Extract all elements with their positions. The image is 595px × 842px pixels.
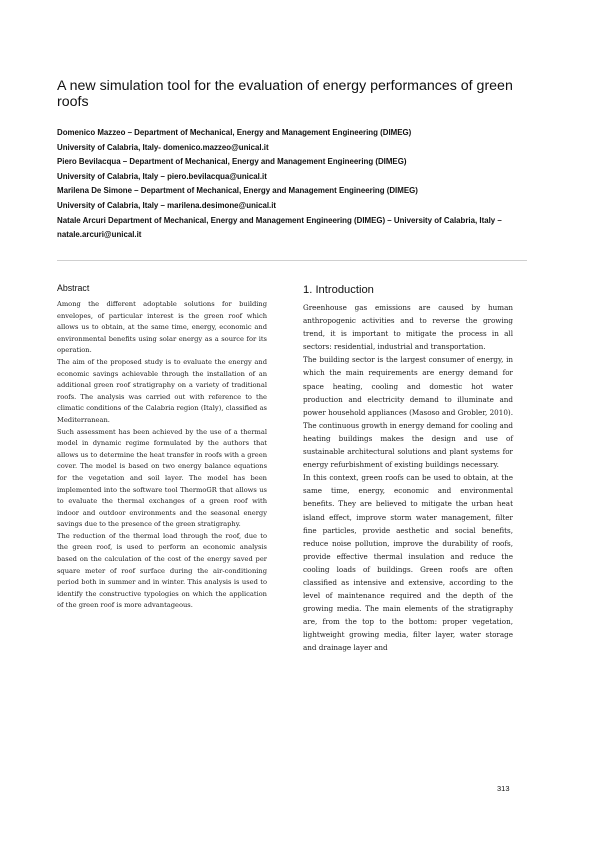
section-divider	[57, 260, 527, 261]
author-line: Domenico Mazzeo – Department of Mechanical, Energy and Management Engineering (DIMEG)	[57, 128, 412, 137]
abstract-paragraph: Among the different adoptable solutions for building envelopes, of particular interest is the green roof which allows us to obtain, at the same time, energy, economic and environmental benefits using solar energy as a source for its operation.	[57, 300, 267, 355]
introduction-paragraph: Greenhouse gas emissions are caused by human anthropogenic activities and to reverse the growing trend, it is important to mitigate the process in all sectors: residential, industrial and transportation.	[303, 303, 513, 352]
introduction-section	[303, 283, 513, 655]
page-number: 313	[497, 784, 510, 793]
author-line: Piero Bevilacqua – Department of Mechanical, Energy and Management Engineering (DIMEG)	[57, 157, 407, 167]
author-line: Natale Arcuri Department of Mechanical, Energy and Management Engineering (DIMEG) – University of Calabria, Italy – natale.arcuri@unical.it	[57, 215, 502, 240]
abstract-paragraph: The aim of the proposed study is to evaluate the energy and economic savings achievable through the installation of an additional green roof stratigraphy on a variety of traditional roofs. The analysis was carried out with reference to the climatic conditions of the Calabria region (Italy), classified as Mediterranean.	[57, 357, 267, 424]
abstract-paragraph: Such assessment has been achieved by the use of a thermal model in dynamic regime formulated by the authors that allows us to determine the heat transfer in roofs with a green cover. The model is based on two energy balance equations for the vegetation and soil layer. The model has been implemented into the software tool ThermoGR that allows us to evaluate the thermal exchanges of a green roof with indoor and outdoor environments and the seasonal energy savings due to the presence of the green stratigraphy.	[57, 427, 267, 529]
abstract-paragraph: The reduction of the thermal load through the roof, due to the green roof, is used to perform an economic analysis based on the calculation of the cost of the energy saved per square meter of roof surface during the air-conditioning period both in summer and in winter. This analysis is used to identify the constructive typologies on which the application of the green roof is more advantageous.	[57, 531, 267, 610]
author-line: Marilena De Simone – Department of Mechanical, Energy and Management Engineering (DIMEG)	[57, 186, 418, 196]
abstract-section	[57, 283, 267, 612]
abstract-heading: Abstract	[57, 283, 90, 293]
author-line: University of Calabria, Italy- domenico.mazzeo@unical.it	[57, 142, 269, 152]
introduction-paragraph: The building sector is the largest consumer of energy, in which the main requirements are energy demand for space heating, cooling and domestic hot water production and electricity demand to illuminate and power household appliances (Masoso and Grobler, 2010). The continuous growth in energy demand for cooling and heating buildings makes the design and use of sustainable architectural solutions and plant systems for energy refurbishment of existing buildings necessary.	[303, 355, 513, 470]
introduction-heading: 1. Introduction	[303, 284, 374, 296]
author-line: University of Calabria, Italy – piero.bevilacqua@unical.it	[57, 171, 267, 181]
paper-title: A new simulation tool for the evaluation of energy performances of green roofs	[57, 78, 513, 110]
introduction-paragraph: In this context, green roofs can be used to obtain, at the same time, energy, economic and environmental benefits. They are believed to mitigate the urban heat island effect, improve storm water management, filter fine particles, provide aesthetic and social benefits, reduce noise pollution, improve the durability of roofs, provide effective thermal insulation and reduce the cooling loads of buildings. Green roofs are often classified as intensive and extensive, according to the level of maintenance required and the depth of the growing media. The main elements of the stratigraphy are, from the top to the bottom: proper vegetation, lightweight growing media, filter layer, water storage and drainage layer and	[303, 473, 513, 653]
author-affiliations	[57, 126, 527, 243]
author-line: University of Calabria, Italy – marilena.desimone@unical.it	[57, 200, 277, 210]
